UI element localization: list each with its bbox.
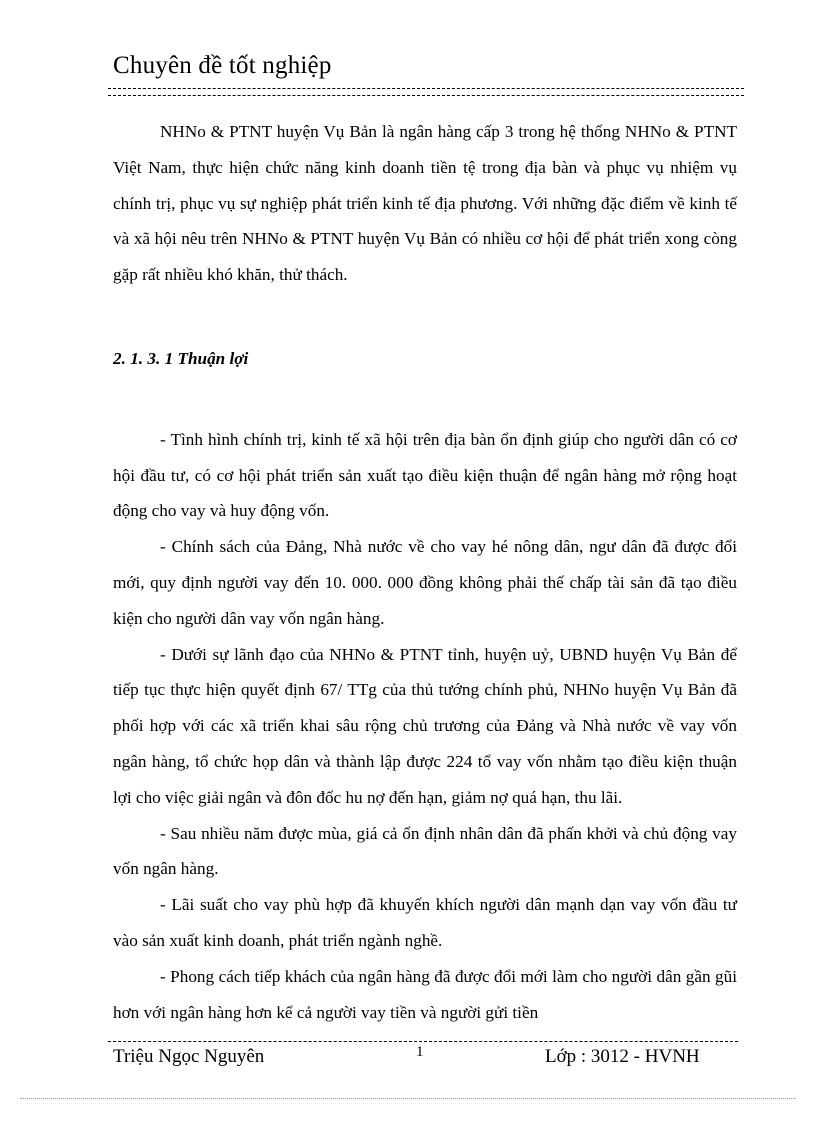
list-item: - Sau nhiều năm được mùa, giá cả ổn định nhân dân đã phấn khởi và chủ động vay vốn ngân hàng.: [113, 823, 737, 879]
list-item: - Dưới sự lãnh đạo của NHNo & PTNT tỉnh, huyện uỷ, UBND huyện Vụ Bản để tiếp tục thực hiện quyết định 67/ TTg của thủ tướng chính phủ, NHNo huyện Vụ Bản đã phối hợp với các xã triển khai sâu rộng chủ trương của Đảng và Nhà nước về vay vốn ngân hàng, tổ chức họp dân và thành lập được 224 tổ vay vốn nhằm tạo điều kiện thuận lợi cho việc giải ngân và đôn đốc hu nợ đến hạn, giảm nợ quá hạn, thu lãi.: [113, 644, 737, 807]
footer-class-label: Lớp : 3012 - HVNH: [545, 1046, 700, 1067]
list-item: - Chính sách của Đảng, Nhà nước về cho vay hé nông dân, ngư dân đã được đổi mới, quy định người vay đến 10. 000. 000 đồng không phải thế chấp tài sản đã tạo điều kiện cho người dân vay vốn ngân hàng.: [113, 537, 737, 628]
paragraph-spacer: [113, 293, 737, 321]
footer-author: Triệu Ngọc Nguyên: [113, 1046, 265, 1067]
footer-page-number: 1: [416, 1044, 424, 1060]
header-rule-top: [108, 88, 744, 89]
header-rule-bottom: [108, 95, 744, 96]
intro-paragraph: NHNo & PTNT huyện Vụ Bản là ngân hàng cấp 3 trong hệ thống NHNo & PTNT Việt Nam, thực hiện chức năng kinh doanh tiền tệ trong địa bàn và phục vụ nhiệm vụ chính trị, phục vụ sự nghiệp phát triển kinh tế địa phương. Với những đặc điểm về kinh tế và xã hội nêu trên NHNo & PTNT huyện Vụ Bản có nhiều cơ hội để phát triển xong còng gặp rất nhiều khó khăn, thử thách.: [113, 122, 737, 285]
list-item: - Tình hình chính trị, kinh tế xã hội trên địa bàn ổn định giúp cho người dân có cơ hội đầu tư, có cơ hội phát triển sản xuất tạo điều kiện thuận để ngân hàng mở rộng hoạt động cho vay và huy động vốn.: [113, 429, 737, 521]
page-header-title: Chuyên đề tốt nghiệp: [113, 52, 332, 79]
list-item: - Phong cách tiếp khách của ngân hàng đã được đổi mới làm cho người dân gần gũi hơn với ngân hàng hơn kể cả người vay tiền và người gửi tiền: [113, 966, 737, 1022]
document-body: [113, 114, 737, 1030]
section-heading: 2. 1. 3. 1 Thuận lợi: [113, 348, 249, 368]
page-bottom-border: [20, 1098, 796, 1099]
paragraph-spacer: [113, 394, 737, 422]
footer-rule: [108, 1041, 738, 1042]
list-item: - Lãi suất cho vay phù hợp đã khuyến khích người dân mạnh dạn vay vốn đầu tư vào sản xuất kinh doanh, phát triển ngành nghề.: [113, 895, 737, 950]
